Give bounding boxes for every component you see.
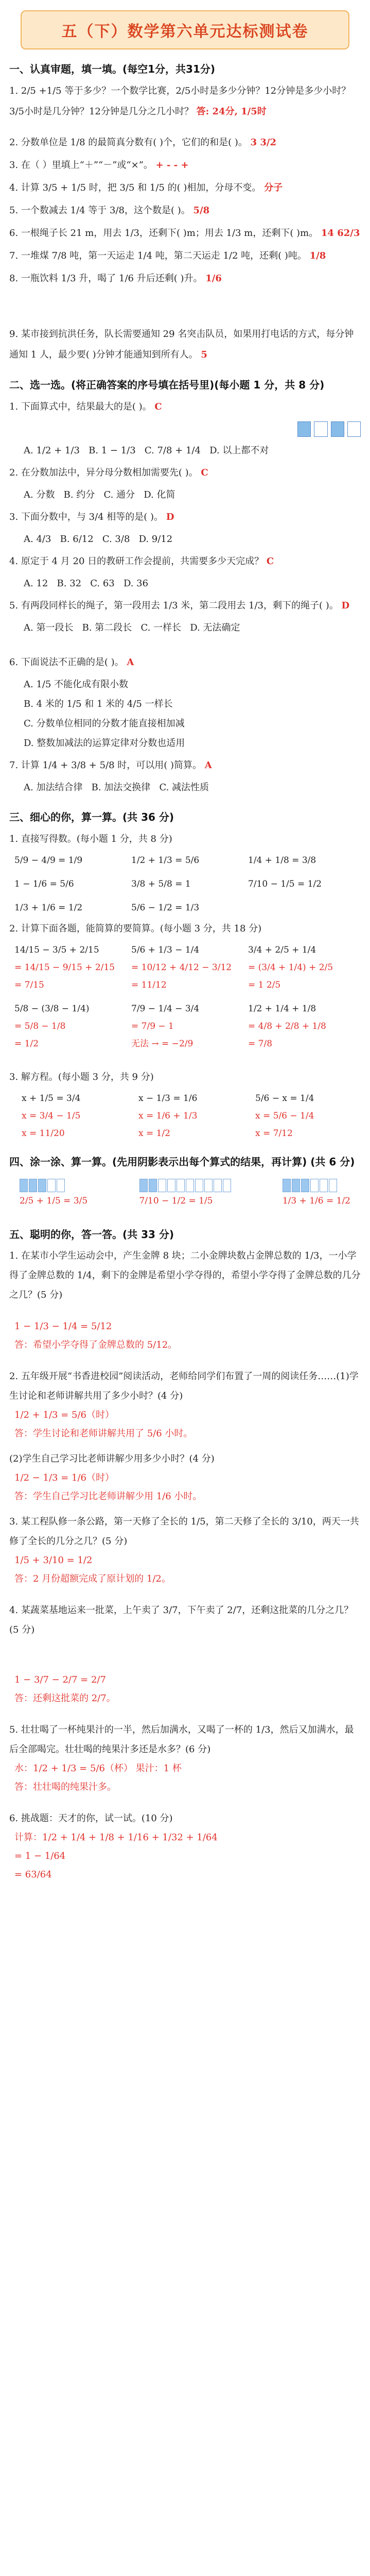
option: C. 7/8 + 1/4	[144, 445, 201, 456]
direct-item: 5/6 − 1/2 = 1/3	[131, 903, 200, 913]
option: A. 4/3	[24, 534, 51, 545]
calc-problem	[131, 941, 239, 994]
direct-item: 5/9 − 4/9 = 1/9	[14, 855, 83, 866]
subsection-title: 1. 直接写得数。(每小题 1 分，共 8 分)	[9, 834, 172, 844]
answer-text: 答: 24分, 1/5时	[196, 106, 267, 117]
calc-question: 1/2 + 1/4 + 1/8	[248, 1004, 316, 1014]
answer-text: 14 62/3	[321, 228, 360, 239]
option: A. 分数	[24, 489, 55, 500]
question	[9, 324, 361, 365]
question-text: 1. 下面算式中，结果最大的是( )。	[9, 401, 152, 412]
direct-item: 3/8 + 5/8 = 1	[131, 879, 191, 889]
section-fill-blanks	[0, 61, 370, 365]
answer-text: A	[204, 760, 212, 771]
answer-text: 5	[201, 349, 207, 360]
equation-step: x = 11/20	[22, 1128, 65, 1139]
option: B. 4 米的 1/5 和 1 米的 4/5 一样长	[24, 699, 173, 709]
direct-item: 1/2 + 1/3 = 5/6	[131, 855, 200, 866]
word-problem: 6. 挑战题：天才的你，试一试。(10 分)	[9, 1813, 173, 1824]
answer-line: = 63/64	[14, 1869, 52, 1880]
option: A. 1/2 + 1/3	[24, 445, 80, 456]
option: A. 第一段长	[24, 622, 74, 633]
question	[9, 397, 361, 417]
calc-step: = 1/2	[14, 1039, 39, 1049]
shading-item	[283, 1179, 350, 1210]
page-title: 五（下）数学第六单元达标测试卷	[21, 10, 349, 49]
answer-line: 1 − 3/7 − 2/7 = 2/7	[14, 1674, 106, 1685]
calc-problem	[248, 1000, 356, 1053]
answer-text: C	[266, 556, 274, 567]
option: B. 约分	[63, 489, 95, 500]
calc-problem	[14, 1000, 122, 1053]
subsection-title: 2. 计算下面各题，能简算的要简算。(每小题 3 分，共 18 分)	[9, 923, 262, 934]
option: B. 加法交换律	[91, 782, 151, 793]
option: A. 12	[24, 578, 48, 589]
section-shade-calc	[0, 1154, 370, 1215]
answer-line: 计算：1/2 + 1/4 + 1/8 + 1/16 + 1/32 + 1/64	[14, 1832, 218, 1843]
calc-step: = 1 2/5	[248, 980, 281, 990]
calc-problems	[9, 941, 361, 1053]
calc-step: = 7/9 − 1	[131, 1021, 174, 1031]
question-text: 7. 计算 1/4 + 3/8 + 5/8 时，可以用( )简算。	[9, 760, 202, 771]
question-text: 6. 一根绳子长 21 m，用去 1/3，还剩下( )m；用去 1/3 m，还剩下( )m。	[9, 228, 319, 239]
answer-line: 水：1/2 + 1/3 = 5/6（杯） 果汁：1 杯	[14, 1763, 182, 1774]
section-calculation	[0, 809, 370, 1142]
question-text: 9. 某市接到抗洪任务，队长需要通知 29 名突击队员，如果用打电话的方式，每分钟通知 1 人，最少要( )分钟才能通知到所有人。	[9, 329, 354, 360]
answer-text: C	[201, 467, 208, 478]
question	[9, 178, 361, 198]
direct-item: 1/4 + 1/8 = 3/8	[248, 855, 316, 866]
direct-item: 7/10 − 1/5 = 1/2	[248, 879, 322, 889]
question-text: 2. 在分数加法中，异分母分数相加需要先( )。	[9, 467, 198, 478]
question-text: 7. 一堆煤 7/8 吨，第一天运走 1/4 吨，第二天运走 1/2 吨，还剩( )吨。	[9, 250, 307, 261]
calc-step: = 7/15	[14, 980, 44, 990]
answer-line: 答：壮壮喝的纯果汁多。	[14, 1782, 116, 1792]
direct-item: 1 − 1/6 = 5/6	[14, 879, 74, 889]
calc-step: = 14/15 − 9/15 + 2/15	[14, 962, 115, 973]
answer-text: 分子	[264, 182, 283, 193]
shading-diagrams	[9, 1174, 361, 1215]
calc-step: = 4/8 + 2/8 + 1/8	[248, 1021, 326, 1031]
option: A. 加法结合律	[24, 782, 83, 793]
word-problem: 3. 某工程队修一条公路，第一天修了全长的 1/5，第二天修了全长的 3/10，两天一共修了全长的几分之几？(5 分)	[9, 1516, 359, 1547]
answer-text: + - - +	[155, 160, 189, 171]
subsection-title: 3. 解方程。(每小题 3 分，共 9 分)	[9, 1072, 154, 1082]
question-text: 3. 在（ ）里填上“＋”“－”或“×”。	[9, 160, 153, 171]
word-problem: 4. 某蔬菜基地运来一批菜，上午卖了 3/7，下午卖了 2/7，还剩这批菜的几分之几？(5 分)	[9, 1605, 354, 1635]
question-text: 5. 一个数减去 1/4 等于 3/8，这个数是( )。	[9, 205, 190, 216]
answer-line: 答：2 月份超额完成了原计划的 1/2。	[14, 1573, 171, 1584]
option: D. 9/12	[138, 534, 173, 545]
answer-line: 1/2 + 1/3 = 5/6（时）	[14, 1410, 114, 1420]
answer-line: = 1 − 1/64	[14, 1851, 66, 1861]
section-heading: 四、涂一涂、算一算。(先用阴影表示出每个算式的结果，再计算) (共 6 分)	[9, 1156, 355, 1168]
direct-answers	[9, 852, 361, 917]
calc-step: = (3/4 + 1/4) + 2/5	[248, 962, 333, 973]
answer-text: 1/6	[205, 273, 222, 284]
question	[9, 246, 361, 266]
option: C. 分数单位相同的分数才能直接相加减	[24, 718, 185, 729]
section-heading: 五、聪明的你，答一答。(共 33 分)	[9, 1228, 174, 1241]
answer-line: 1 − 1/3 − 1/4 = 5/12	[14, 1321, 112, 1332]
question	[9, 223, 361, 244]
section-heading: 一、认真审题，填一填。(每空1分，共31分)	[9, 63, 216, 75]
answer-text: 1/8	[309, 250, 326, 261]
option: C. 63	[90, 578, 115, 589]
calc-question: 5/8 − (3/8 − 1/4)	[14, 1004, 90, 1014]
calc-step: 无法 → = −2/9	[131, 1039, 193, 1049]
equations	[9, 1090, 361, 1142]
option: D. 化简	[144, 489, 175, 500]
answer-line: 答：还剩这批菜的 2/7。	[14, 1693, 116, 1704]
equation-question: 5/6 − x = 1/4	[255, 1093, 314, 1104]
question	[9, 507, 361, 528]
calc-step: = 10/12 + 4/12 − 3/12	[131, 962, 232, 973]
equation	[131, 1090, 239, 1142]
options	[9, 530, 361, 549]
equation-question: x + 1/5 = 3/4	[22, 1093, 81, 1104]
shading-item	[139, 1179, 231, 1210]
question	[9, 463, 361, 483]
fraction-strip	[283, 1179, 350, 1192]
option: C. 3/8	[102, 534, 130, 545]
calc-question: 3/4 + 2/5 + 1/4	[248, 945, 316, 955]
question	[9, 200, 361, 221]
equation-step: x = 1/6 + 1/3	[138, 1111, 198, 1121]
equation	[248, 1090, 356, 1142]
options	[9, 675, 361, 753]
section-heading: 二、选一选。(将正确答案的序号填在括号里)(每小题 1 分，共 8 分)	[9, 379, 325, 391]
options	[9, 618, 361, 638]
question-text: 4. 计算 3/5 + 1/5 时，把 3/5 和 1/5 的( )相加，分母不变。	[9, 182, 261, 193]
options	[9, 441, 361, 461]
word-problem: 2. 五年级开展“书香进校园”阅读活动，老师给同学们布置了一周的阅读任务……(1)学生讨论和老师讲解共用了多少小时？(4 分)	[9, 1371, 359, 1401]
calc-step: = 11/12	[131, 980, 167, 990]
section-word-problems	[0, 1226, 370, 1905]
question	[9, 551, 361, 572]
answer-line: 答：学生自己学习比老师讲解少用 1/6 小时。	[14, 1491, 202, 1502]
word-problem: 5. 壮壮喝了一杯纯果汁的一半，然后加满水，又喝了一杯的 1/3，然后又加满水，最后全部喝完。壮壮喝的纯果汁多还是水多？(6 分)	[9, 1724, 354, 1755]
question	[9, 81, 361, 122]
options	[9, 778, 361, 798]
answer-line: 答：希望小学夺得了金牌总数的 5/12。	[14, 1340, 178, 1350]
option: C. 通分	[103, 489, 135, 500]
option: B. 第二段长	[82, 622, 132, 633]
question-text: 5. 有两段同样长的绳子，第一段用去 1/3 米，第二段用去 1/3，剩下的绳子( )。	[9, 600, 339, 611]
question	[9, 755, 361, 776]
shading-item	[20, 1179, 87, 1210]
question	[9, 155, 361, 176]
equation-step: x = 3/4 − 1/5	[22, 1111, 81, 1121]
word-problem: 1. 在某市小学生运动会中，产生金牌 8 块；二小金牌块数占金牌总数的 1/3，一小学得了金牌总数的 1/4，剩下的金牌是希望小学夺得的，希望小学夺得了金牌总数的几分之几？(5 分)	[9, 1250, 361, 1300]
question-text: 1. 2/5 +1/5 等于多少？一个数学比赛，2/5小时是多少分钟？12分钟是多少小时？3/5小时是几分钟？12分钟是几分之几小时？	[9, 86, 351, 117]
question	[9, 652, 361, 673]
option: D. 36	[123, 578, 149, 589]
question	[9, 596, 361, 616]
calc-question: 14/15 − 3/5 + 2/15	[14, 945, 99, 955]
option: B. 32	[57, 578, 82, 589]
answer-text: D	[166, 512, 174, 522]
fraction-strip	[139, 1179, 231, 1192]
shading-equation: 1/3 + 1/6 = 1/2	[282, 1196, 350, 1206]
fraction-strip	[20, 1179, 87, 1192]
calc-problem	[14, 941, 122, 994]
option: C. 减法性质	[159, 782, 209, 793]
question-text: 2. 分数单位是 1/8 的最简真分数有( )个，它们的和是( )。	[9, 137, 248, 148]
equation-step: x = 7/12	[255, 1128, 293, 1139]
direct-item: 1/3 + 1/6 = 1/2	[14, 903, 83, 913]
question-text: 8. 一瓶饮料 1/3 升，喝了 1/6 升后还剩( )升。	[9, 273, 203, 284]
option: D. 以上都不对	[209, 445, 269, 456]
answer-text: A	[127, 657, 134, 668]
answer-text: 5/8	[193, 205, 210, 216]
fraction-box-diagram	[297, 421, 361, 437]
equation-step: x = 1/2	[138, 1128, 170, 1139]
shading-equation: 2/5 + 1/5 = 3/5	[20, 1196, 88, 1206]
option: D. 无法确定	[190, 622, 240, 633]
question-text: 4. 原定于 4 月 20 日的教研工作会提前，共需要多少天完成？	[9, 556, 264, 567]
answer-line: 1/5 + 3/10 = 1/2	[14, 1555, 93, 1566]
equation	[14, 1090, 122, 1142]
equation-question: x − 1/3 = 1/6	[138, 1093, 198, 1104]
answer-line: 答：学生讨论和老师讲解共用了 5/6 小时。	[14, 1428, 193, 1439]
option: D. 整数加减法的运算定律对分数也适用	[24, 738, 185, 749]
question-text: 3. 下面分数中，与 3/4 相等的是( )。	[9, 512, 164, 522]
word-problem: (2)学生自己学习比老师讲解少用多少小时？(4 分)	[9, 1453, 215, 1464]
option: B. 1 − 1/3	[89, 445, 136, 456]
calc-question: 7/9 − 1/4 − 3/4	[131, 1004, 200, 1014]
answer-text: C	[154, 401, 162, 412]
option: C. 一样长	[140, 622, 182, 633]
calc-step: = 5/8 − 1/8	[14, 1021, 66, 1031]
question-text: 6. 下面说法不正确的是( )。	[9, 657, 124, 668]
calc-problem	[248, 941, 356, 994]
question	[9, 132, 361, 153]
equation-step: x = 5/6 − 1/4	[255, 1111, 314, 1121]
options	[9, 485, 361, 505]
shading-equation: 7/10 − 1/2 = 1/5	[139, 1196, 213, 1206]
section-heading: 三、细心的你，算一算。(共 36 分)	[9, 811, 174, 823]
calc-problem	[131, 1000, 239, 1053]
calc-step: = 7/8	[248, 1039, 273, 1049]
option: A. 1/5 不能化成有限小数	[24, 679, 129, 690]
question	[9, 268, 361, 289]
answer-text: 3 3/2	[250, 137, 276, 148]
option: B. 6/12	[60, 534, 94, 545]
section-multiple-choice	[0, 377, 370, 798]
options	[9, 574, 361, 594]
calc-question: 5/6 + 1/3 − 1/4	[131, 945, 200, 955]
answer-text: D	[341, 600, 350, 611]
answer-line: 1/2 − 1/3 = 1/6（时）	[14, 1472, 114, 1483]
